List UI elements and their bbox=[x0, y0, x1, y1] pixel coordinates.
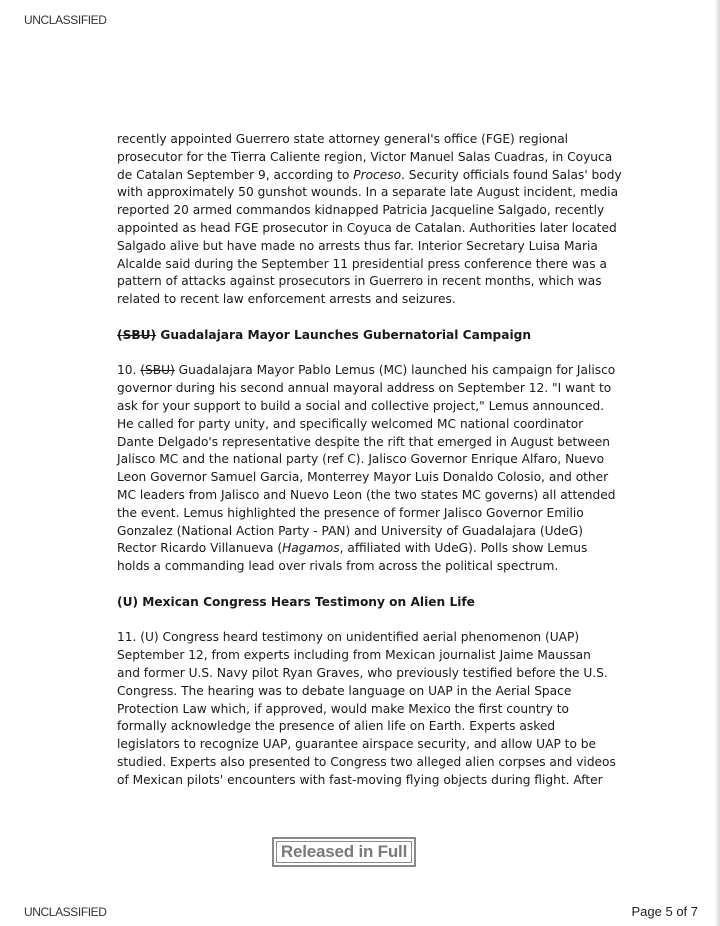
text-line: Salgado alive but have made no arrests thus far. Interior Secretary Luisa Maria bbox=[117, 238, 598, 253]
text-line: the event. Lemus highlighted the presence of former Jalisco Governor Emilio bbox=[117, 505, 584, 520]
text-line: 11. (U) Congress heard testimony on unidentified aerial phenomenon (UAP) bbox=[117, 630, 580, 645]
paragraph-11 bbox=[117, 629, 616, 789]
text-line: recently appointed Guerrero state attorney general's office (FGE) regional bbox=[117, 132, 569, 146]
text-line: legislators to recognize UAP, guarantee airspace security, and allow UAP to be bbox=[117, 737, 597, 752]
paragraph-gap bbox=[117, 612, 605, 630]
document-body bbox=[117, 131, 622, 789]
section-heading-congress: (U) Mexican Congress Hears Testimony on Alien Life bbox=[117, 594, 475, 609]
text-line: Protection Law which, if approved, would make Mexico the first country to bbox=[117, 701, 569, 716]
text-line: ask for your support to build a social and collective project," Lemus announced. bbox=[117, 398, 605, 413]
text-line: September 12, from experts including from Mexican journalist Jaime Maussan bbox=[117, 648, 591, 663]
header-classification: UNCLASSIFIED bbox=[24, 13, 107, 27]
text-line: He called for party unity, and specifically welcomed MC national coordinator bbox=[117, 416, 584, 431]
text-line: and former U.S. Navy pilot Ryan Graves, who previously testified before the U.S. bbox=[117, 665, 608, 680]
text-line: governor during his second annual mayoral address on September 12. "I want to bbox=[117, 381, 612, 396]
italic-title: Proceso bbox=[353, 167, 402, 182]
text-line: de Catalan September 9, according to Proceso. Security officials found Salas' body bbox=[117, 167, 622, 182]
stamp-label: Released in Full bbox=[276, 841, 412, 863]
section-title: Guadalajara Mayor Launches Gubernatorial Campaign bbox=[156, 327, 532, 342]
text-line: of Mexican pilots' encounters with fast-moving flying objects during flight. After bbox=[117, 772, 603, 787]
paragraph-gap bbox=[117, 345, 605, 363]
page-number: Page 5 of 7 bbox=[631, 904, 698, 919]
text-line: studied. Experts also presented to Congress two alleged alien corpses and videos bbox=[117, 754, 616, 769]
text-line: appointed as head FGE prosecutor in Coyuca de Catalan. Authorities later located bbox=[117, 220, 617, 235]
line-text: Guadalajara Mayor Pablo Lemus (MC) launched his campaign for Jalisco bbox=[174, 363, 616, 378]
text-line: Leon Governor Samuel Garcia, Monterrey Mayor Luis Donaldo Colosio, and other bbox=[117, 470, 609, 485]
text-line: Congress. The hearing was to debate language on UAP in the Aerial Space bbox=[117, 683, 572, 698]
text-line: with approximately 50 gunshot wounds. In a separate late August incident, media bbox=[117, 185, 619, 200]
paragraph-number: 10. bbox=[117, 363, 141, 378]
continuation-paragraph bbox=[117, 131, 622, 309]
italic-title: Hagamos bbox=[282, 541, 340, 556]
text-line: prosecutor for the Tierra Caliente region, Victor Manuel Salas Cuadras, in Coyuca bbox=[117, 149, 613, 164]
text-line: reported 20 armed commandos kidnapped Patricia Jacqueline Salgado, recently bbox=[117, 203, 605, 218]
footer-classification: UNCLASSIFIED bbox=[24, 905, 107, 919]
text-line: MC leaders from Jalisco and Nuevo Leon (the two states MC governs) all attended bbox=[117, 487, 616, 502]
released-in-full-stamp bbox=[272, 837, 416, 867]
paragraph-10 bbox=[117, 362, 616, 576]
text-line bbox=[117, 362, 616, 380]
text-line: related to recent law enforcement arrests and seizures. bbox=[117, 292, 456, 307]
struck-marking: (SBU) bbox=[117, 327, 157, 342]
struck-marking: (SBU) bbox=[140, 363, 175, 378]
paragraph-gap bbox=[117, 576, 605, 594]
text-line: Jalisco MC and the national party (ref C). Jalisco Governor Enrique Alfaro, Nuevo bbox=[117, 452, 605, 467]
text-line: Rector Ricardo Villanueva (Hagamos, affiliated with UdeG). Polls show Lemus bbox=[117, 541, 588, 556]
text-line: holds a commanding lead over rivals from across the political spectrum. bbox=[117, 559, 559, 574]
text-line: pattern of attacks against prosecutors in Guerrero in recent months, which was bbox=[117, 274, 602, 289]
section-heading-guadalajara bbox=[117, 327, 605, 345]
text-line: formally acknowledge the presence of alien life on Earth. Experts asked bbox=[117, 719, 556, 734]
page-edge-shadow bbox=[714, 0, 720, 926]
text-line: Alcalde said during the September 11 presidential press conference there was a bbox=[117, 256, 607, 271]
text-line: Dante Delgado's representative despite the rift that emerged in August between bbox=[117, 434, 610, 449]
paragraph-gap bbox=[117, 309, 605, 327]
text-line: Gonzalez (National Action Party - PAN) and University of Guadalajara (UdeG) bbox=[117, 523, 583, 538]
